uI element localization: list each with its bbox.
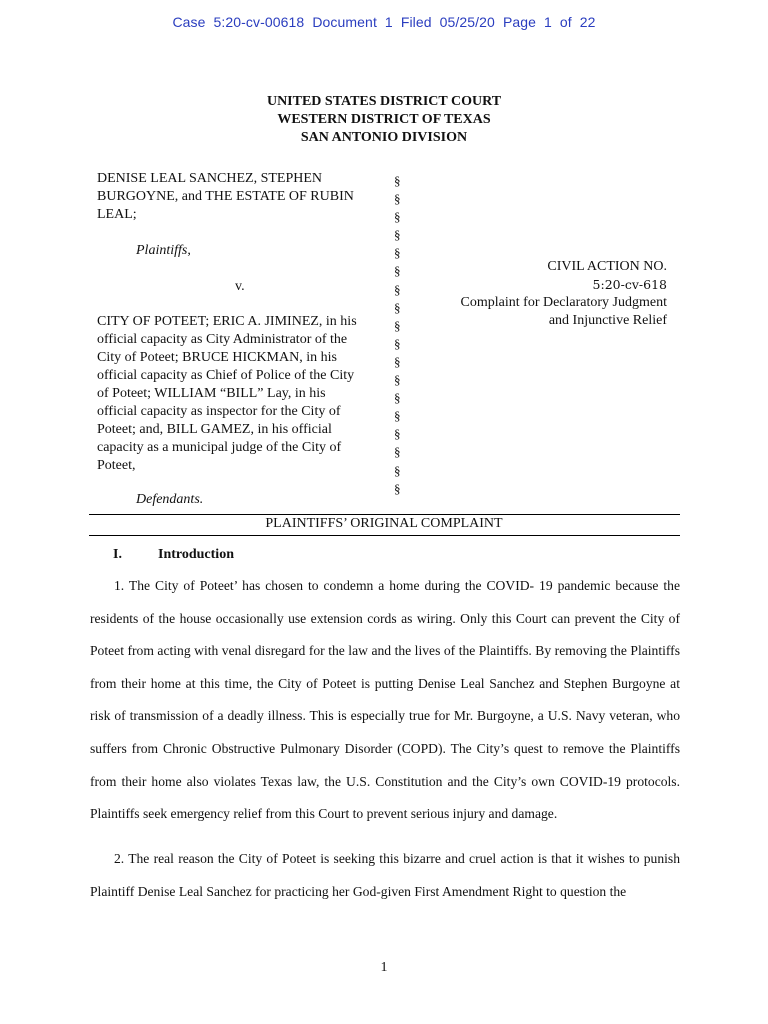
defendants-label-text: Defendants. <box>136 492 204 507</box>
court-line-1: UNITED STATES DISTRICT COURT <box>266 94 502 109</box>
case-number: Case 5:20-cv-00618 <box>172 14 305 30</box>
defendants-line: Poteet, <box>97 458 136 473</box>
plaintiffs-line: DENISE LEAL SANCHEZ, STEPHEN <box>97 171 323 186</box>
section-mark: § <box>394 173 401 188</box>
plaintiffs-label-comma: , <box>187 243 191 258</box>
section-mark: § <box>394 426 401 442</box>
section-mark: § <box>394 281 401 297</box>
civil-action-number: 5:20-cv-618 <box>592 277 667 292</box>
section-mark: § <box>394 317 401 333</box>
plaintiffs-names <box>97 170 387 224</box>
defendants-label <box>136 491 203 509</box>
defendants-line: Poteet; and, BILL GAMEZ, in his official <box>97 422 332 437</box>
plaintiffs-line: BURGOYNE, and THE ESTATE OF RUBIN <box>97 189 354 204</box>
complaint-type-line-2: and Injunctive Relief <box>548 313 667 328</box>
section-mark: § <box>394 335 401 351</box>
section-marks-column <box>394 172 406 498</box>
section-mark: § <box>394 227 401 243</box>
section-mark: § <box>394 209 401 225</box>
complaint-title: PLAINTIFFS’ ORIGINAL COMPLAINT <box>265 516 503 531</box>
section-mark: § <box>394 191 401 207</box>
complaint-type-line-1: Complaint for Declaratory Judgment <box>460 295 667 310</box>
defendants-names <box>97 313 387 475</box>
section-number: I. <box>113 547 122 562</box>
ecf-header <box>0 14 768 30</box>
civil-action-label: CIVIL ACTION NO. <box>547 259 667 274</box>
section-mark: § <box>394 245 401 261</box>
filed-date: Filed 05/25/20 <box>400 14 495 30</box>
court-line-2: WESTERN DISTRICT OF TEXAS <box>277 112 491 127</box>
title-rule-top <box>89 514 680 515</box>
section-mark: § <box>394 353 401 369</box>
defendants-line: official capacity as City Administrator of the <box>97 332 348 347</box>
defendants-line: CITY OF POTEET; ERIC A. JIMINEZ, in his <box>97 314 357 329</box>
section-mark: § <box>394 263 401 279</box>
paragraph-1: 1. The City of Poteet’ has chosen to condemn a home during the COVID- 19 pandemic because the residents of the house occasionally use extension cords as wiring. Only this Court can prevent the City of Poteet from acting with venal disregard for the law and the lives of the Plaintiffs. By removing the Plaintiffs from their home at this time, the City of Poteet is putting Denise Leal Sanchez and Stephen Burgoyne at risk of transmission of a deadly illness. This is especially true for Mr. Burgoyne, a U.S. Navy veteran, who suffers from Chronic Obstructive Pulmonary Disorder (COPD). The City’s quest to remove the Plaintiffs from their home also violates Texas law, the U.S. Constitution and the City’s own COVID-19 protocols. Plaintiffs seek emergency relief from this Court to prevent serious injury and damage. <box>90 578 680 822</box>
plaintiffs-line: LEAL; <box>97 207 137 222</box>
document-number: Document 1 <box>312 14 393 30</box>
title-rule-bottom <box>89 535 680 536</box>
defendants-line: official capacity as inspector for the City of <box>97 404 341 419</box>
defendants-line: official capacity as Chief of Police of the City <box>97 368 355 383</box>
defendants-line: of Poteet; WILLIAM “BILL” Lay, in his <box>97 386 326 401</box>
section-heading: Introduction <box>158 547 234 562</box>
plaintiffs-label-text: Plaintiffs <box>136 243 188 258</box>
section-mark: § <box>394 390 401 406</box>
versus: v. <box>235 279 245 294</box>
plaintiffs-label <box>136 242 191 260</box>
section-mark: § <box>394 299 401 315</box>
page-indicator: Page 1 of 22 <box>502 14 596 30</box>
defendants-line: City of Poteet; BRUCE HICKMAN, in his <box>97 350 337 365</box>
defendants-line: capacity as a municipal judge of the City of <box>97 440 342 455</box>
court-name <box>0 93 768 147</box>
page-number: 1 <box>380 960 388 975</box>
section-mark: § <box>394 444 401 460</box>
paragraph-2: 2. The real reason the City of Poteet is seeking this bizarre and cruel action is that it wishes to punish Plaintiff Denise Leal Sanchez for practicing her God-given First Amendment Right to question the <box>90 851 680 899</box>
section-mark: § <box>394 462 401 478</box>
court-line-3: SAN ANTONIO DIVISION <box>300 130 468 145</box>
section-mark: § <box>394 480 401 496</box>
section-mark: § <box>394 372 401 388</box>
section-mark: § <box>394 408 401 424</box>
civil-action-block <box>461 258 667 330</box>
